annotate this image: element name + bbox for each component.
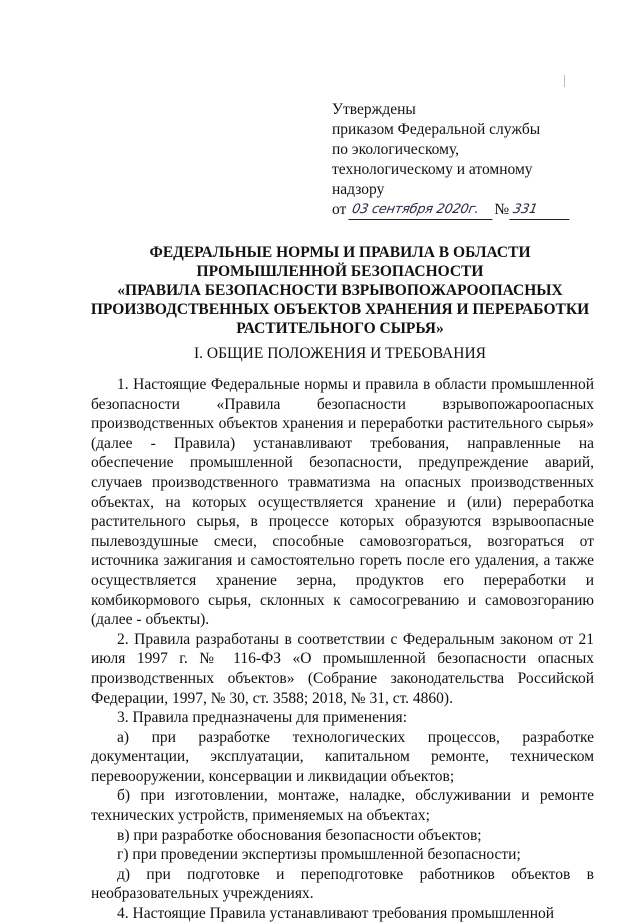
title-line-2: ПРОМЫШЛЕННОЙ БЕЗОПАСНОСТИ — [196, 263, 484, 280]
section-heading: I. ОБЩИЕ ПОЛОЖЕНИЯ И ТРЕБОВАНИЯ — [194, 345, 486, 362]
title-line-1: ФЕДЕРАЛЬНЫЕ НОРМЫ И ПРАВИЛА В ОБЛАСТИ — [149, 244, 531, 261]
title-line-3: «ПРАВИЛА БЕЗОПАСНОСТИ ВЗРЫВОПОЖАРООПАСНЫХ — [117, 282, 563, 299]
approval-line-2: приказом Федеральной службы — [332, 121, 541, 138]
margin-mark — [564, 75, 565, 87]
approval-line-4: технологическому и атомному — [332, 161, 533, 178]
approval-line-5: надзору — [332, 181, 385, 198]
date-prefix: от — [332, 201, 347, 218]
paragraph: а) при разработке технологических процессов, разработке документации, эксплуатации, капитальном ремонте, техническом перевооружении, консервации и ликвидации объектов; — [91, 728, 594, 785]
paragraph: д) при подготовке и переподготовке работников объектов в необразовательных учреждениях. — [91, 865, 594, 903]
handwritten-number: 331 — [509, 201, 572, 220]
paragraph: г) при проведении экспертизы промышленной безопасности; — [117, 846, 521, 864]
approval-line-3: по экологическому, — [332, 141, 460, 158]
paragraph: б) при изготовлении, монтаже, наладке, обслуживании и ремонте технических устройств, применяемых на объектах; — [91, 787, 594, 825]
title-line-4: ПРОИЗВОДСТВЕННЫХ ОБЪЕКТОВ ХРАНЕНИЯ И ПЕРЕРАБОТКИ — [90, 301, 590, 318]
paragraph: в) при разработке обоснования безопасности объектов; — [117, 826, 482, 844]
paragraph: 1. Настоящие Федеральные нормы и правила в области промышленной безопасности «Правила безопасности взрывопожароопасных производственных объектов хранения и переработки растительного сырья» (далее - Правила) устанавливают требования, направленные на обеспечение промышленной безопасности, предупреждение аварий, случаев производственного травматизма на опасных производственных объектах, на которых осуществляется хранение и (или) переработка растительного сырья, в процессе которых образуются взрывоопасные пылевоздушные смеси, способные самовозгораться, возгораться от источника зажигания и самостоятельно гореть после его удаления, а также осуществляется хранение зерна, продуктов его переработки и комбикормового сырья, склонных к самосогреванию и самовозгоранию (далее - объекты). — [91, 376, 594, 629]
approval-line-1: Утверждены — [332, 101, 416, 118]
title-line-5: РАСТИТЕЛЬНОГО СЫРЬЯ» — [236, 320, 444, 337]
paragraph: 3. Правила предназначены для применения: — [117, 709, 407, 727]
body-text — [91, 375, 594, 924]
handwritten-date: 03 сентября 2020г. — [349, 201, 496, 220]
approval-block — [332, 100, 582, 220]
paragraph: 2. Правила разработаны в соответствии с Федеральным законом от 21 июля 1997 г. № 116-ФЗ «О промышленной безопасности опасных производственных объектов» (Собрание законодательства Российской Федерации, 1997, № 30, ст. 3588; 2018, № 31, ст. 4860). — [91, 630, 594, 707]
paragraph: 4. Настоящие Правила устанавливают требования промышленной — [117, 905, 555, 923]
approval-date-line — [332, 200, 582, 220]
document-title — [80, 243, 600, 338]
number-prefix: № — [494, 201, 510, 218]
